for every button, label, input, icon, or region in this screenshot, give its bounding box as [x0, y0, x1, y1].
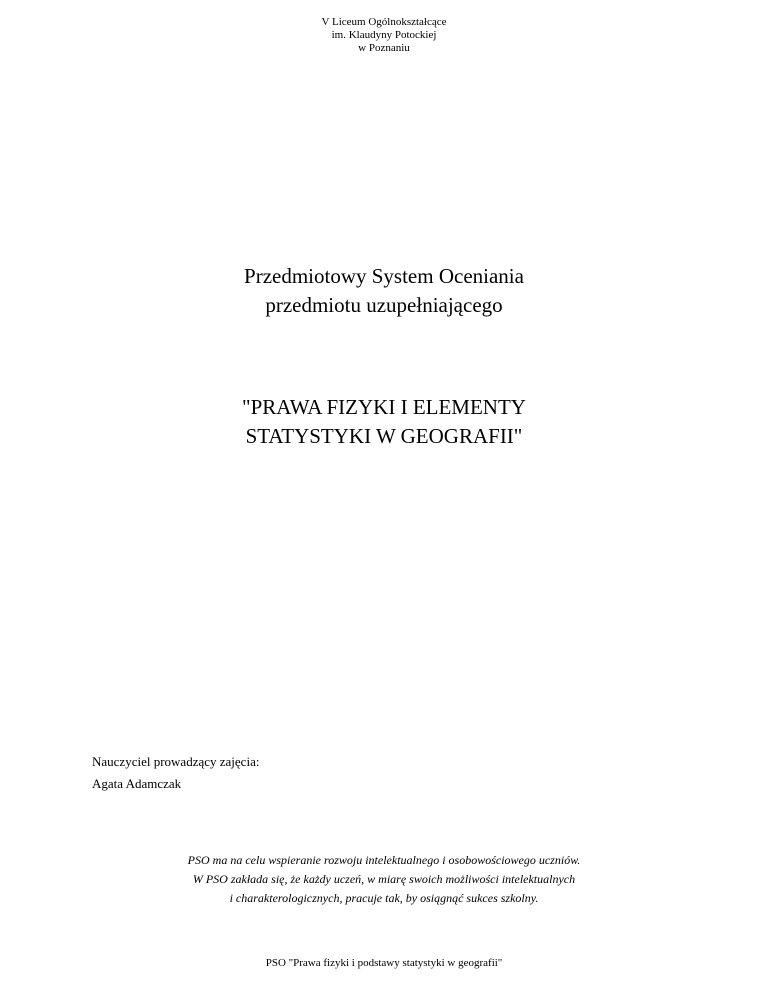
- teacher-name: Agata Adamczak: [92, 776, 182, 791]
- school-header: [0, 16, 768, 55]
- subject-title-line-2: STATYSTYKI W GEOGRAFII": [245, 424, 523, 448]
- school-name-line: V Liceum Ogólnokształcące: [321, 16, 447, 28]
- document-title: [0, 262, 768, 320]
- school-city-line: w Poznaniu: [358, 42, 410, 54]
- subject-title: [0, 393, 768, 451]
- subject-title-line-1: "PRAWA FIZYKI I ELEMENTY: [242, 395, 526, 419]
- motto-line-2: W PSO zakłada się, że każdy uczeń, w miarę swoich możliwości intelektualnych: [192, 872, 576, 886]
- school-patron-line: im. Klaudyny Potockiej: [331, 29, 437, 41]
- document-title-line-1: Przedmiotowy System Oceniania: [244, 264, 524, 288]
- page-footer: PSO "Prawa fizyki i podstawy statystyki w geografii": [265, 957, 503, 969]
- motto-paragraph: [0, 851, 768, 908]
- document-title-line-2: przedmiotu uzupełniającego: [265, 293, 503, 317]
- teacher-label: Nauczyciel prowadzący zajęcia:: [92, 754, 260, 769]
- teacher-block: [92, 751, 259, 795]
- motto-line-3: i charakterologicznych, pracuje tak, by osiągnąć sukces szkolny.: [229, 891, 539, 905]
- motto-line-1: PSO ma na celu wspieranie rozwoju intelektualnego i osobowościowego uczniów.: [187, 853, 581, 867]
